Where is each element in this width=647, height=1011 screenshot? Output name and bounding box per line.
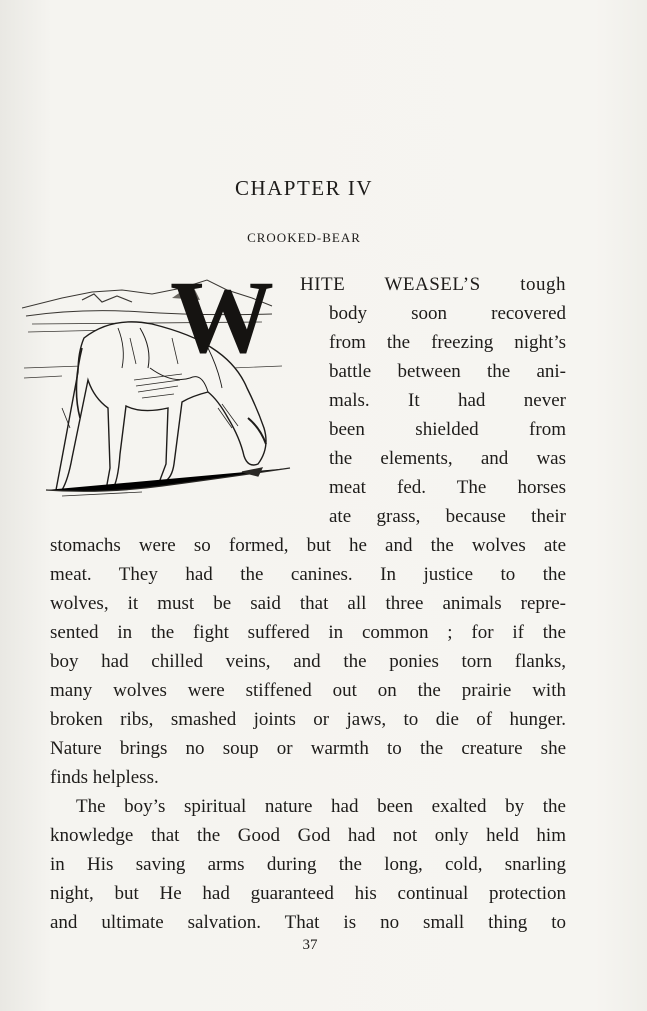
text-line: knowledge that the Good God had not only held him (50, 825, 566, 846)
text-line: The boy’s spiritual nature had been exalted by the (76, 796, 566, 817)
text-line: many wolves were stiffened out on the prairie with (50, 680, 566, 701)
drop-cap-letter: W (170, 268, 274, 375)
text-line: mals. It had never (329, 390, 566, 411)
text-line: body soon recovered (329, 303, 566, 324)
text-line: meat. They had the canines. In justice to the (50, 564, 566, 585)
chapter-title: CHAPTER IV (234, 176, 374, 200)
text-line: stomachs were so formed, but he and the wolves ate (50, 535, 566, 556)
text-line: wolves, it must be said that all three animals repre- (50, 593, 566, 614)
text-line: Nature brings no soup or warmth to the creature she (50, 738, 566, 759)
text-line: been shielded from (329, 419, 566, 440)
text-line: HITE WEASEL’S tough (300, 274, 566, 295)
text-line: meat fed. The horses (329, 477, 566, 498)
text-line: broken ribs, smashed joints or jaws, to die of hunger. (50, 709, 566, 730)
text-line: ate grass, because their (329, 506, 566, 527)
text-line: the elements, and was (329, 448, 566, 469)
text-line: in His saving arms during the long, cold, snarling (50, 854, 566, 875)
drop-cap-illustration (22, 268, 304, 508)
text-line: sented in the fight suffered in common ; for if the (50, 622, 566, 643)
page-number: 37 (302, 937, 318, 953)
text-line: night, but He had guaranteed his continual protection (50, 883, 566, 904)
text-line: and ultimate salvation. That is no small thing to (50, 912, 566, 933)
text-line: finds helpless. (50, 767, 159, 788)
text-line: battle between the ani- (329, 361, 566, 382)
text-line: boy had chilled veins, and the ponies torn flanks, (50, 651, 566, 672)
chapter-subtitle: CROOKED-BEAR (247, 230, 361, 245)
text-line: from the freezing night’s (329, 332, 566, 353)
